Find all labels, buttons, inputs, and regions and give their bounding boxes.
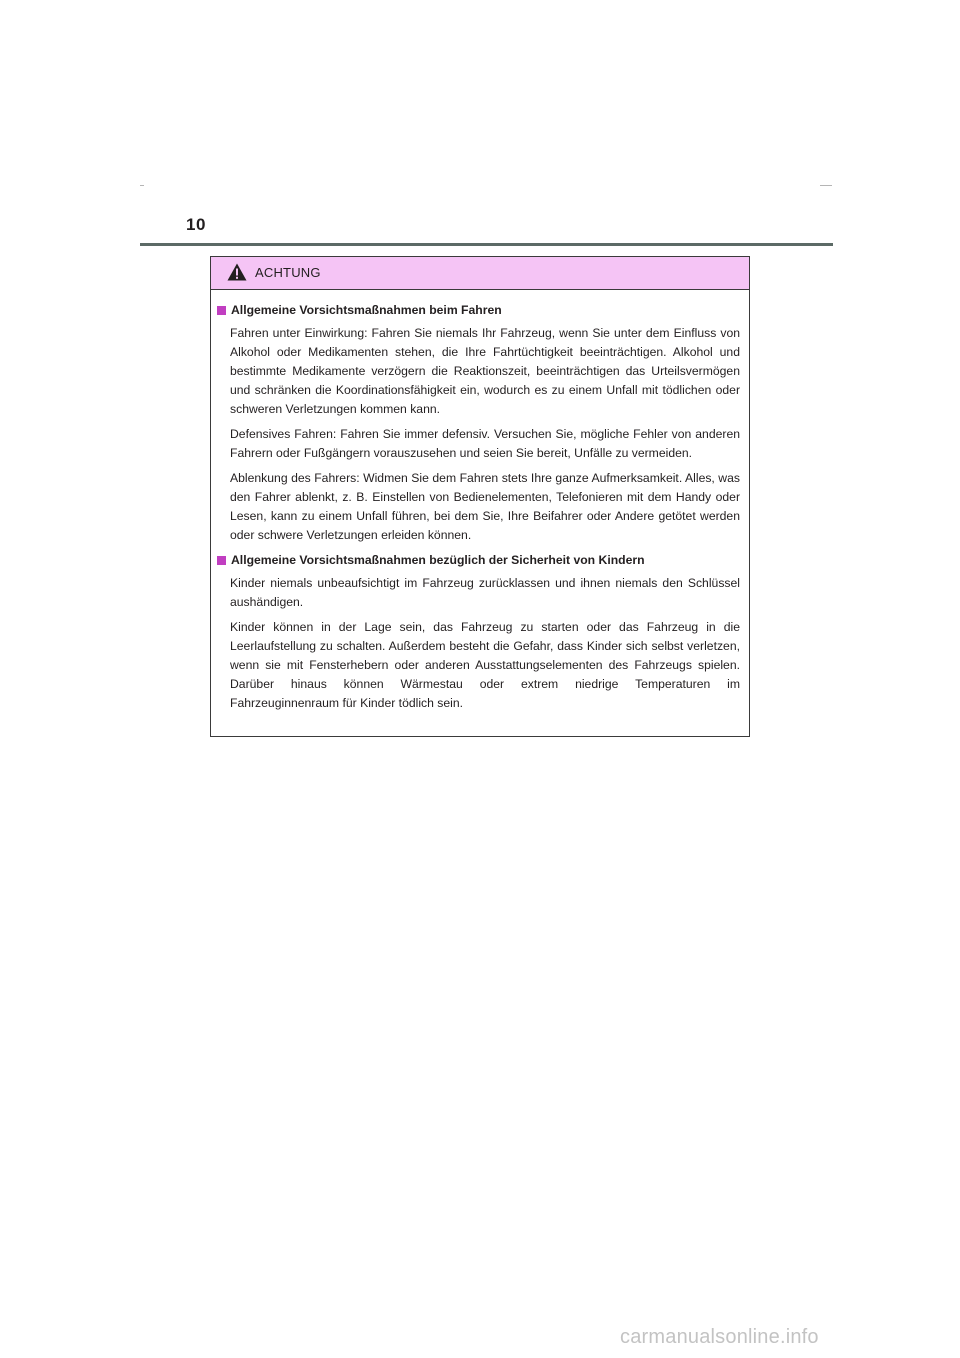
paragraph: Defensives Fahren: Fahren Sie immer defensiv. Versuchen Sie, mögliche Fehler von anderen Fahrern oder Fußgängern vorauszusehen und seien Sie bereit, Unfälle zu vermeiden. — [230, 427, 740, 460]
caution-title: ACHTUNG — [255, 265, 321, 280]
section-heading-text: Allgemeine Vorsichtsmaßnahmen bezüglich der Sicherheit von Kindern — [231, 553, 645, 567]
caution-header — [211, 257, 749, 290]
section-heading — [217, 552, 740, 569]
caution-box — [210, 256, 750, 737]
section-heading-text: Allgemeine Vorsichtsmaßnahmen beim Fahren — [231, 303, 502, 317]
crop-mark-right — [820, 185, 832, 186]
crop-mark-left — [140, 185, 144, 186]
warning-triangle-icon — [227, 263, 247, 281]
paragraph: Kinder können in der Lage sein, das Fahrzeug zu starten oder das Fahrzeug in die Leerlaufstellung zu schalten. Außerdem besteht die Gefahr, dass Kinder sich selbst verletzen, wenn sie mit Fensterhebern oder anderen Ausstattungselementen des Fahrzeugs spielen. Darüber hinaus können Wärmestau oder extrem niedrige Temperaturen im Fahrzeuginnenraum für Kinder tödlich sein. — [230, 620, 740, 710]
square-bullet-icon — [217, 556, 226, 565]
caution-body — [211, 290, 749, 713]
watermark: carmanualsonline.info — [620, 1326, 819, 1348]
page-number: 10 — [186, 215, 206, 234]
paragraph: Kinder niemals unbeaufsichtigt im Fahrzeug zurücklassen und ihnen niemals den Schlüssel aushändigen. — [230, 576, 740, 609]
header-rule — [140, 243, 833, 246]
paragraph: Fahren unter Einwirkung: Fahren Sie niemals Ihr Fahrzeug, wenn Sie unter dem Einfluss von Alkohol oder Medikamenten stehen, die Ihre Fahrtüchtigkeit beeinträchtigen. Alkohol und bestimmte Medikamente verzögern die Reaktionszeit, beeinträchtigen das Urteilsvermögen und schränken die Koordinationsfähigkeit ein, wodurch es zu einem Unfall mit tödlichen oder schweren Verletzungen kommen kann. — [230, 326, 740, 416]
paragraph: Ablenkung des Fahrers: Widmen Sie dem Fahren stets Ihre ganze Aufmerksamkeit. Alles, was den Fahrer ablenkt, z. B. Einstellen von Bedienelementen, Telefonieren mit dem Handy oder Lesen, kann zu einem Unfall führen, bei dem Sie, Ihre Beifahrer oder Andere getötet werden oder schwere Verletzungen erleiden können. — [230, 471, 740, 542]
section-heading — [217, 302, 740, 319]
square-bullet-icon — [217, 306, 226, 315]
